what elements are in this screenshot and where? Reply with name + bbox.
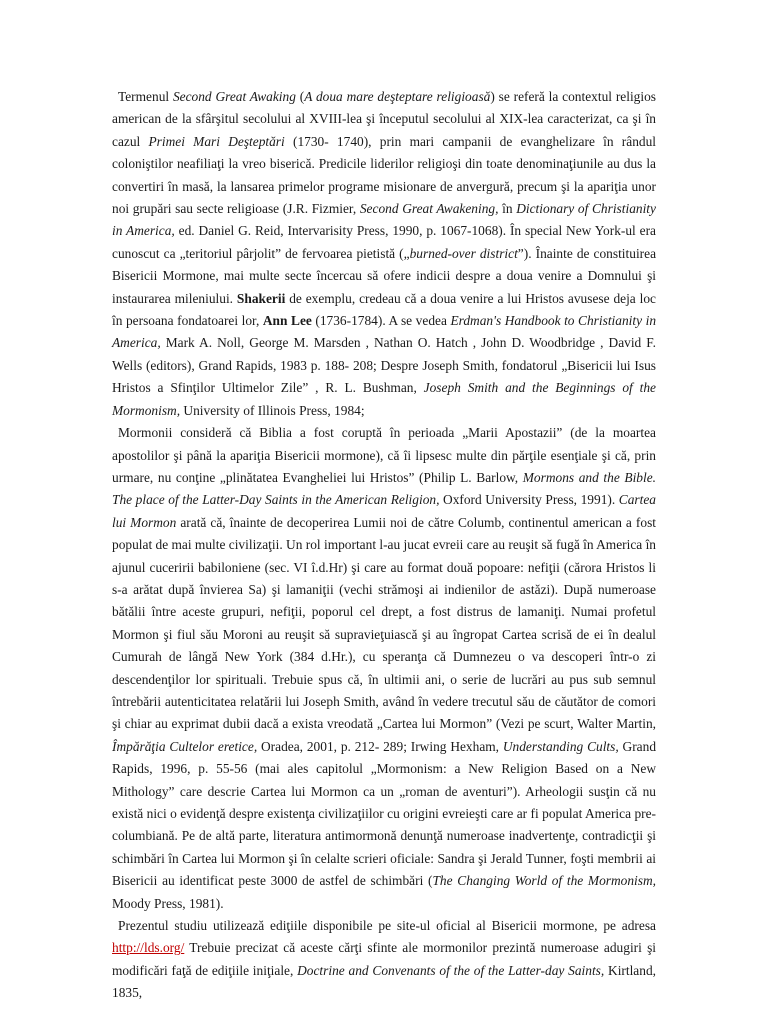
italic-title: Understanding Cults,: [502, 738, 619, 754]
text-run: Trebuie precizat că aceste cărţi sfinte ale mormonilor prezintă numeroase adugiri şi modificări faţă de ediţiile iniţiale,: [112, 940, 656, 978]
italic-title: burned-over district: [409, 245, 518, 261]
text-run: ”). Înainte de constituirea Bisericii Mormone, mai multe secte încercau să ofere indicii despre a doua venire a Domnului şi instaurarea mileniului.: [112, 245, 657, 306]
italic-title: A doua mare deşteptare religioasă: [304, 89, 491, 104]
text-run: arată că, înainte de decoperirea Lumii noi de către Columb, continentul american a fost populat de mai multe civilizaţii. Un rol important l-au jucat evreii care au reuşit să fugă în America în ajunul cuceririi babiloniene (sec. VI î.d.Hr) şi care au format două popoare: nefiţii (cărora Hristos li s-a arătat după învierea Sa) şi lamaniţii (vechi strămoşi ai indienilor de astăzi). După numeroase bătălii între aceste grupuri, nefiţii, poporul cel drept, a fost distrus de lamaniţi. Numai profetul Mormon şi fiul său Moroni au reuşit să supravieţuiască şi au îngropat Cartea scrisă de ei în dealul Cumurah de lângă New York (384 d.Hr.), cu speranţa că Dumnezeu o va descoperi într-o zi descendenţilor lor spirituali. Trebuie spus că, în ultimii ani, o serie de lucrări au pus sub semnul întrebării autenticitatea relatării lui Joseph Smith, având în vedere trecutul său de căutător de comori şi chiar au exprimat dubii dacă a exista vreodată „Cartea lui Mormon” (Vezi pe scurt, Walter Martin,: [112, 514, 656, 732]
text-run: Kirtland, 1835,: [112, 962, 656, 1001]
italic-title: Mormons and the Bible. The place of the Latter-Day Saints in the American Religion,: [112, 469, 656, 508]
text-run: Oradea, 2001, p. 212- 289; Irwing Hexham,: [257, 738, 503, 754]
italic-title: Împărăţia Cultelor eretice,: [112, 738, 258, 754]
italic-title: Dictionary of Christianity in America,: [112, 201, 656, 239]
paragraph-3: [112, 915, 656, 1005]
text-run: Mark A. Noll, George M. Marsden , Nathan O. Hatch , John D. Woodbridge , David F. Wells (editors), Grand Rapids, 1983 p. 188- 208; Despre Joseph Smith, fondatorul „Bisericii lui Isus Hristos a Sfinţilor Ultimelor Zile” , R. L. Bushman,: [112, 335, 656, 396]
text-run: ) se referă la contextul religios american de la sfârşitul secolului al XVIII-lea şi începutul secolului al XIX-lea caracterizat, ca şi în cazul: [112, 89, 656, 149]
text-run: Termenul: [118, 89, 173, 104]
lds-link[interactable]: http://lds.org/: [112, 940, 185, 956]
text-run: Oxford University Press, 1991).: [439, 492, 619, 508]
paragraph-2: [112, 422, 656, 915]
text-run: Moody Press, 1981).: [112, 895, 224, 911]
text-run: (: [295, 89, 305, 104]
italic-title: The Changing World of the Mormonism,: [432, 873, 656, 889]
document-body: [112, 86, 656, 1005]
text-run: în: [498, 201, 517, 217]
text-run: University of Illinois Press, 1984;: [180, 402, 365, 418]
italic-title: Joseph Smith and the Beginnings of the Mormonism,: [112, 380, 656, 418]
bold-text: Ann Lee: [262, 313, 312, 329]
paragraph-1: [112, 86, 656, 422]
italic-title: Doctrine and Convenants of the of the Latter-day Saints,: [297, 962, 605, 978]
italic-title: Erdman's Handbook to Christianity in America,: [112, 313, 657, 351]
text-run: Prezentul studiu utilizează ediţiile disponibile pe site-ul oficial al Bisericii mormone, pe adresa: [118, 918, 656, 934]
text-run: (1736-1784). A se vedea: [311, 313, 451, 329]
italic-title: Second Great Awaking: [172, 89, 296, 104]
italic-title: Second Great Awakening,: [359, 201, 499, 217]
italic-title: Cartea lui Mormon: [112, 492, 656, 530]
text-run: Mormonii consideră că Biblia a fost coruptă în perioada „Marii Apostazii” (de la moartea apostolilor şi până la apariţia Bisericii mormone), că îi lipsesc multe din părţile esenţiale şi că, prin urmare, nu conţine „plinătatea Evangheliei lui Hristos” (Philip L. Barlow,: [112, 425, 656, 485]
text-run: de exemplu, credeau că a doua venire a lui Hristos avusese deja loc în persoana fondatoarei lor,: [112, 290, 656, 329]
bold-text: Shakerii: [236, 290, 286, 306]
text-run: (1730- 1740), prin mari campanii de evanghelizare în rândul coloniştilor neafiliaţi la vreo biserică. Predicile liderilor religioşi din toate denominaţiunile au dus la convertiri în masă, la lansarea primelor programe misionare de anvergură, precum şi la apariţia unor noi grupări sau secte religioase (J.R. Fizmier,: [112, 133, 657, 217]
text-run: ed. Daniel G. Reid, Intervarisity Press, 1990, p. 1067-1068). În special New York-ul era cunoscut ca „teritoriul pârjolit” de fervoarea pietistă („: [112, 223, 656, 261]
italic-title: Primei Mari Deşteptări: [148, 133, 285, 149]
text-run: Grand Rapids, 1996, p. 55-56 (mai ales capitolul „Mormonism: a New Religion Based on a New Mithology” care descrie Cartea lui Mormon ca un „roman de aventuri”). Arheologii susţin că nu există nici o evidenţă despre existenţa civilizaţiilor cu origini evreieşti care ar fi populat America pre-columbiană. Pe de altă parte, literatura antimormonă denunţă numeroase inadvertenţe, contradicţii şi schimbări în Cartea lui Mormon şi în celalte scrieri oficiale: Sandra şi Jerald Tunner, foşti membrii ai Bisericii au identificat peste 3000 de astfel de schimbări (: [112, 738, 657, 889]
